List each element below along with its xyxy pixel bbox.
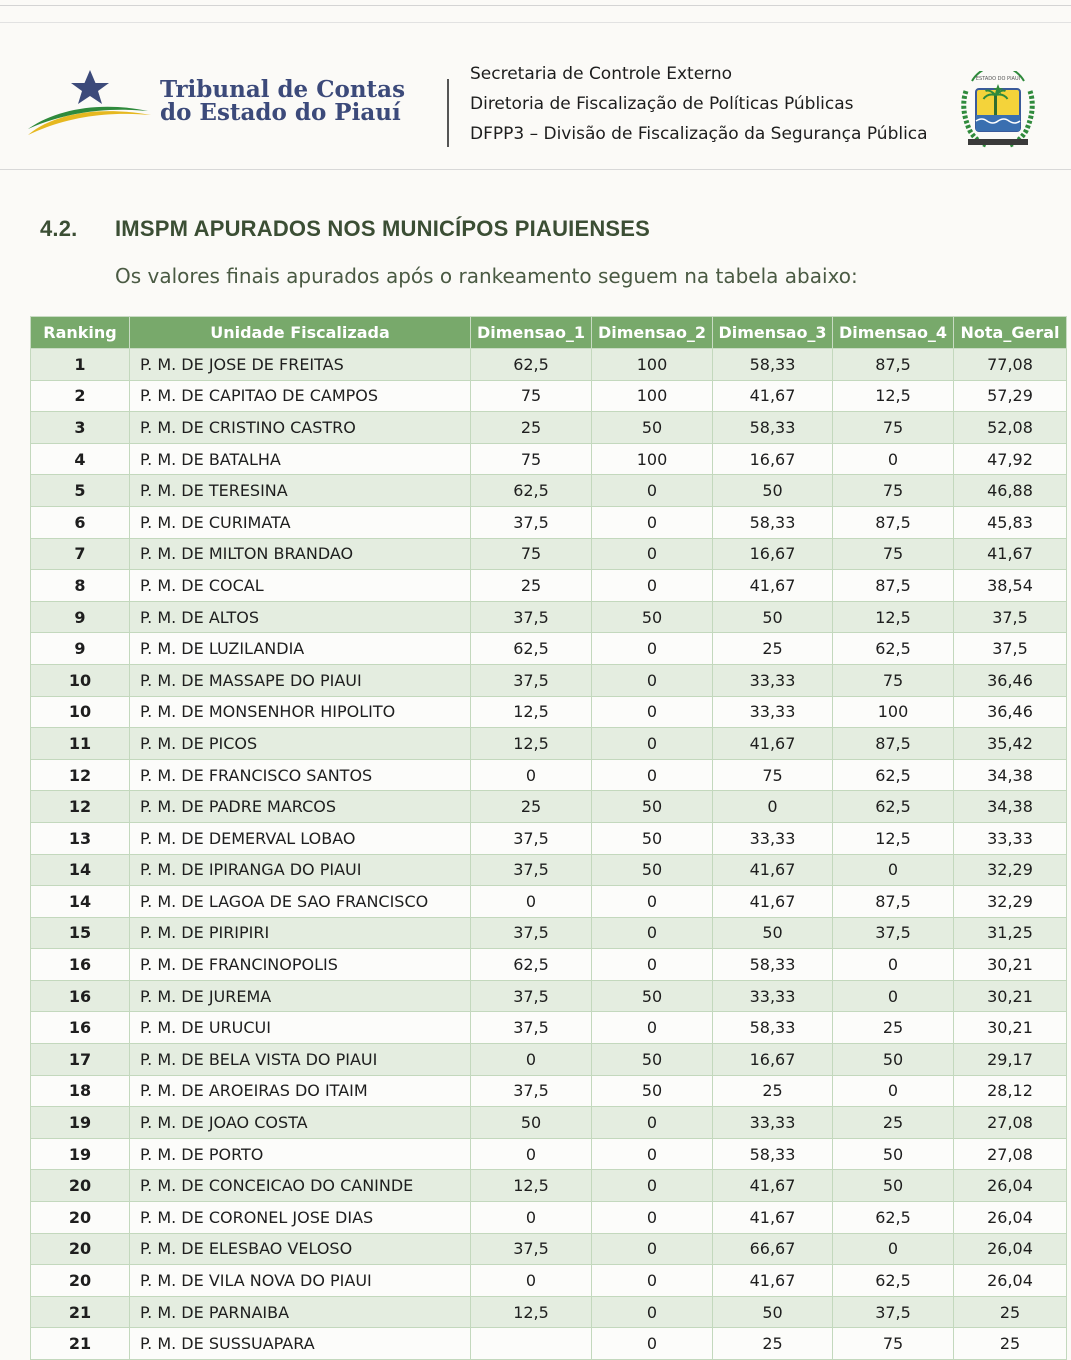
dimensao-4-cell: 37,5	[833, 917, 954, 949]
unit-cell: P. M. DE ELESBAO VELOSO	[130, 1233, 471, 1265]
org-line-diretoria: Diretoria de Fiscalização de Políticas Públicas	[470, 94, 854, 114]
unit-cell: P. M. DE CONCEICAO DO CANINDE	[130, 1170, 471, 1202]
ranking-cell: 20	[31, 1265, 130, 1297]
dimensao-2-cell: 0	[592, 728, 713, 760]
dimensao-2-cell: 0	[592, 696, 713, 728]
table-row	[31, 1328, 1067, 1360]
unit-cell: P. M. DE FRANCINOPOLIS	[130, 949, 471, 981]
dimensao-4-cell: 87,5	[833, 570, 954, 602]
dimensao-3-cell: 25	[713, 633, 833, 665]
dimensao-3-cell: 66,67	[713, 1233, 833, 1265]
dimensao-4-cell: 75	[833, 475, 954, 507]
unit-cell: P. M. DE SUSSUAPARA	[130, 1328, 471, 1360]
nota-geral-cell: 32,29	[954, 854, 1067, 886]
dimensao-2-cell: 0	[592, 1107, 713, 1139]
ranking-cell: 6	[31, 506, 130, 538]
table-row	[31, 412, 1067, 444]
top-rule	[0, 0, 1071, 6]
table-row	[31, 854, 1067, 886]
dimensao-1-cell: 62,5	[471, 949, 592, 981]
dimensao-2-cell: 100	[592, 380, 713, 412]
dimensao-2-cell: 50	[592, 1075, 713, 1107]
ranking-cell: 10	[31, 696, 130, 728]
nota-geral-cell: 33,33	[954, 822, 1067, 854]
dimensao-1-cell: 75	[471, 538, 592, 570]
unit-cell: P. M. DE CRISTINO CASTRO	[130, 412, 471, 444]
dimensao-3-cell: 41,67	[713, 1170, 833, 1202]
dimensao-2-cell: 0	[592, 475, 713, 507]
dimensao-4-cell: 87,5	[833, 886, 954, 918]
table-row	[31, 506, 1067, 538]
dimensao-1-cell: 37,5	[471, 1012, 592, 1044]
dimensao-4-cell: 0	[833, 1233, 954, 1265]
table-row	[31, 664, 1067, 696]
unit-cell: P. M. DE PICOS	[130, 728, 471, 760]
nota-geral-cell: 45,83	[954, 506, 1067, 538]
table-row	[31, 570, 1067, 602]
table-row	[31, 791, 1067, 823]
table-row	[31, 949, 1067, 981]
unit-cell: P. M. DE PADRE MARCOS	[130, 791, 471, 823]
dimensao-4-cell: 12,5	[833, 601, 954, 633]
unit-cell: P. M. DE BELA VISTA DO PIAUI	[130, 1044, 471, 1076]
dimensao-1-cell: 12,5	[471, 728, 592, 760]
nota-geral-cell: 26,04	[954, 1170, 1067, 1202]
dimensao-2-cell: 50	[592, 822, 713, 854]
dimensao-4-cell: 12,5	[833, 822, 954, 854]
organization-lines	[470, 59, 928, 149]
nota-geral-cell: 25	[954, 1328, 1067, 1360]
dimensao-1-cell: 25	[471, 412, 592, 444]
dimensao-4-cell: 25	[833, 1107, 954, 1139]
ranking-table	[30, 316, 1067, 1360]
crest-label: ESTADO DO PIAUÍ	[975, 76, 1021, 82]
dimensao-3-cell: 16,67	[713, 443, 833, 475]
dimensao-1-cell: 62,5	[471, 633, 592, 665]
dimensao-3-cell: 50	[713, 917, 833, 949]
section-heading	[40, 216, 650, 242]
nota-geral-cell: 36,46	[954, 696, 1067, 728]
dimensao-3-cell: 58,33	[713, 1012, 833, 1044]
dimensao-2-cell: 0	[592, 1328, 713, 1360]
table-row	[31, 917, 1067, 949]
unit-cell: P. M. DE DEMERVAL LOBAO	[130, 822, 471, 854]
unit-cell: P. M. DE AROEIRAS DO ITAIM	[130, 1075, 471, 1107]
unit-cell: P. M. DE TERESINA	[130, 475, 471, 507]
dimensao-4-cell: 12,5	[833, 380, 954, 412]
dimensao-2-cell: 0	[592, 1012, 713, 1044]
dimensao-4-cell: 50	[833, 1138, 954, 1170]
dimensao-1-cell: 62,5	[471, 475, 592, 507]
nota-geral-cell: 46,88	[954, 475, 1067, 507]
dimensao-1-cell: 12,5	[471, 1170, 592, 1202]
nota-geral-cell: 27,08	[954, 1138, 1067, 1170]
column-header-unidade: Unidade Fiscalizada	[130, 317, 471, 349]
dimensao-3-cell: 41,67	[713, 570, 833, 602]
dimensao-1-cell: 37,5	[471, 854, 592, 886]
dimensao-1-cell: 75	[471, 443, 592, 475]
unit-cell: P. M. DE JOAO COSTA	[130, 1107, 471, 1139]
dimensao-3-cell: 58,33	[713, 349, 833, 381]
nota-geral-cell: 27,08	[954, 1107, 1067, 1139]
table-row	[31, 759, 1067, 791]
dimensao-4-cell: 0	[833, 949, 954, 981]
tce-logo-icon	[26, 67, 166, 137]
dimensao-3-cell: 58,33	[713, 412, 833, 444]
dimensao-3-cell: 50	[713, 601, 833, 633]
unit-cell: P. M. DE VILA NOVA DO PIAUI	[130, 1265, 471, 1297]
dimensao-1-cell: 62,5	[471, 349, 592, 381]
ranking-cell: 20	[31, 1202, 130, 1234]
ranking-cell: 20	[31, 1170, 130, 1202]
dimensao-3-cell: 58,33	[713, 506, 833, 538]
table-row	[31, 601, 1067, 633]
dimensao-4-cell: 62,5	[833, 633, 954, 665]
section-number: 4.2.	[40, 216, 78, 241]
dimensao-3-cell: 50	[713, 475, 833, 507]
dimensao-4-cell: 50	[833, 1044, 954, 1076]
unit-cell: P. M. DE JUREMA	[130, 980, 471, 1012]
dimensao-4-cell: 62,5	[833, 1202, 954, 1234]
dimensao-1-cell: 0	[471, 1138, 592, 1170]
ranking-cell: 8	[31, 570, 130, 602]
dimensao-2-cell: 50	[592, 980, 713, 1012]
nota-geral-cell: 30,21	[954, 1012, 1067, 1044]
nota-geral-cell: 25	[954, 1296, 1067, 1328]
dimensao-4-cell: 62,5	[833, 759, 954, 791]
dimensao-2-cell: 0	[592, 633, 713, 665]
nota-geral-cell: 29,17	[954, 1044, 1067, 1076]
table-body	[31, 349, 1067, 1360]
dimensao-2-cell: 0	[592, 538, 713, 570]
dimensao-4-cell: 62,5	[833, 791, 954, 823]
dimensao-3-cell: 75	[713, 759, 833, 791]
dimensao-3-cell: 41,67	[713, 886, 833, 918]
dimensao-2-cell: 50	[592, 854, 713, 886]
dimensao-1-cell: 0	[471, 1044, 592, 1076]
dimensao-1-cell: 0	[471, 1265, 592, 1297]
nota-geral-cell: 30,21	[954, 980, 1067, 1012]
dimensao-3-cell: 41,67	[713, 854, 833, 886]
dimensao-4-cell: 75	[833, 412, 954, 444]
table-row	[31, 1107, 1067, 1139]
table-row	[31, 980, 1067, 1012]
unit-cell: P. M. DE PORTO	[130, 1138, 471, 1170]
dimensao-1-cell: 37,5	[471, 917, 592, 949]
dimensao-1-cell: 37,5	[471, 601, 592, 633]
dimensao-4-cell: 87,5	[833, 506, 954, 538]
dimensao-4-cell: 87,5	[833, 728, 954, 760]
unit-cell: P. M. DE JOSE DE FREITAS	[130, 349, 471, 381]
dimensao-1-cell: 37,5	[471, 1075, 592, 1107]
unit-cell: P. M. DE MASSAPE DO PIAUI	[130, 664, 471, 696]
dimensao-3-cell: 16,67	[713, 1044, 833, 1076]
org-line-divisao: DFPP3 – Divisão de Fiscalização da Segurança Pública	[470, 124, 928, 144]
column-header-dimensao-3: Dimensao_3	[713, 317, 833, 349]
table-row	[31, 1138, 1067, 1170]
table-row	[31, 696, 1067, 728]
dimensao-2-cell: 0	[592, 917, 713, 949]
section-intro: Os valores finais apurados após o rankeamento seguem na tabela abaixo:	[115, 264, 858, 288]
table-header-row	[31, 317, 1067, 349]
unit-cell: P. M. DE URUCUI	[130, 1012, 471, 1044]
dimensao-2-cell: 50	[592, 1044, 713, 1076]
ranking-cell: 16	[31, 980, 130, 1012]
table-row	[31, 475, 1067, 507]
table-row	[31, 1170, 1067, 1202]
dimensao-4-cell: 50	[833, 1170, 954, 1202]
logo-line-1: Tribunal de Contas	[160, 76, 406, 103]
ranking-cell: 15	[31, 917, 130, 949]
dimensao-3-cell: 33,33	[713, 1107, 833, 1139]
nota-geral-cell: 38,54	[954, 570, 1067, 602]
dimensao-4-cell: 25	[833, 1012, 954, 1044]
table-row	[31, 538, 1067, 570]
dimensao-1-cell: 50	[471, 1107, 592, 1139]
ranking-cell: 5	[31, 475, 130, 507]
dimensao-2-cell: 0	[592, 1170, 713, 1202]
piaui-crest-icon	[958, 71, 1038, 153]
dimensao-2-cell: 0	[592, 570, 713, 602]
ranking-cell: 12	[31, 791, 130, 823]
dimensao-1-cell: 37,5	[471, 980, 592, 1012]
unit-cell: P. M. DE LAGOA DE SAO FRANCISCO	[130, 886, 471, 918]
ranking-cell: 21	[31, 1328, 130, 1360]
unit-cell: P. M. DE MILTON BRANDAO	[130, 538, 471, 570]
table-row	[31, 349, 1067, 381]
dimensao-4-cell: 37,5	[833, 1296, 954, 1328]
nota-geral-cell: 34,38	[954, 791, 1067, 823]
dimensao-4-cell: 100	[833, 696, 954, 728]
nota-geral-cell: 77,08	[954, 349, 1067, 381]
ranking-cell: 16	[31, 1012, 130, 1044]
ranking-cell: 2	[31, 380, 130, 412]
dimensao-3-cell: 33,33	[713, 822, 833, 854]
ranking-cell: 9	[31, 601, 130, 633]
dimensao-3-cell: 58,33	[713, 949, 833, 981]
dimensao-2-cell: 100	[592, 443, 713, 475]
dimensao-2-cell: 0	[592, 1202, 713, 1234]
ranking-cell: 13	[31, 822, 130, 854]
dimensao-3-cell: 50	[713, 1296, 833, 1328]
nota-geral-cell: 41,67	[954, 538, 1067, 570]
nota-geral-cell: 36,46	[954, 664, 1067, 696]
nota-geral-cell: 52,08	[954, 412, 1067, 444]
dimensao-2-cell: 0	[592, 759, 713, 791]
dimensao-4-cell: 62,5	[833, 1265, 954, 1297]
ranking-cell: 14	[31, 854, 130, 886]
dimensao-3-cell: 25	[713, 1328, 833, 1360]
ranking-cell: 12	[31, 759, 130, 791]
dimensao-2-cell: 0	[592, 1265, 713, 1297]
ranking-cell: 14	[31, 886, 130, 918]
column-header-dimensao-4: Dimensao_4	[833, 317, 954, 349]
ranking-cell: 20	[31, 1233, 130, 1265]
column-header-dimensao-1: Dimensao_1	[471, 317, 592, 349]
nota-geral-cell: 35,42	[954, 728, 1067, 760]
header-divider	[447, 79, 449, 147]
ranking-cell: 19	[31, 1138, 130, 1170]
logo-line-2: do Estado do Piauí	[160, 99, 401, 126]
dimensao-4-cell: 0	[833, 980, 954, 1012]
dimensao-4-cell: 75	[833, 664, 954, 696]
ranking-cell: 21	[31, 1296, 130, 1328]
nota-geral-cell: 31,25	[954, 917, 1067, 949]
ranking-cell: 3	[31, 412, 130, 444]
dimensao-1-cell: 0	[471, 886, 592, 918]
dimensao-3-cell: 41,67	[713, 380, 833, 412]
table-row	[31, 1233, 1067, 1265]
dimensao-1-cell: 75	[471, 380, 592, 412]
dimensao-2-cell: 0	[592, 1138, 713, 1170]
table-row	[31, 728, 1067, 760]
table-row	[31, 633, 1067, 665]
ranking-cell: 9	[31, 633, 130, 665]
tce-logo-text	[160, 78, 405, 124]
table-row	[31, 1265, 1067, 1297]
dimensao-1-cell: 0	[471, 1202, 592, 1234]
column-header-dimensao-2: Dimensao_2	[592, 317, 713, 349]
dimensao-1-cell	[471, 1328, 592, 1360]
ranking-cell: 10	[31, 664, 130, 696]
dimensao-3-cell: 41,67	[713, 1202, 833, 1234]
nota-geral-cell: 47,92	[954, 443, 1067, 475]
unit-cell: P. M. DE BATALHA	[130, 443, 471, 475]
table-row	[31, 886, 1067, 918]
ranking-cell: 19	[31, 1107, 130, 1139]
ranking-cell: 4	[31, 443, 130, 475]
ranking-cell: 7	[31, 538, 130, 570]
unit-cell: P. M. DE CORONEL JOSE DIAS	[130, 1202, 471, 1234]
dimensao-4-cell: 0	[833, 1075, 954, 1107]
dimensao-4-cell: 0	[833, 854, 954, 886]
dimensao-2-cell: 0	[592, 886, 713, 918]
table-row	[31, 822, 1067, 854]
dimensao-3-cell: 16,67	[713, 538, 833, 570]
ranking-cell: 17	[31, 1044, 130, 1076]
unit-cell: P. M. DE MONSENHOR HIPOLITO	[130, 696, 471, 728]
unit-cell: P. M. DE CAPITAO DE CAMPOS	[130, 380, 471, 412]
dimensao-3-cell: 41,67	[713, 1265, 833, 1297]
table-row	[31, 1044, 1067, 1076]
dimensao-1-cell: 37,5	[471, 664, 592, 696]
dimensao-1-cell: 0	[471, 759, 592, 791]
dimensao-3-cell: 25	[713, 1075, 833, 1107]
dimensao-2-cell: 0	[592, 1296, 713, 1328]
unit-cell: P. M. DE PIRIPIRI	[130, 917, 471, 949]
ranking-cell: 16	[31, 949, 130, 981]
dimensao-4-cell: 75	[833, 1328, 954, 1360]
dimensao-3-cell: 41,67	[713, 728, 833, 760]
nota-geral-cell: 28,12	[954, 1075, 1067, 1107]
dimensao-3-cell: 33,33	[713, 980, 833, 1012]
unit-cell: P. M. DE ALTOS	[130, 601, 471, 633]
unit-cell: P. M. DE IPIRANGA DO PIAUI	[130, 854, 471, 886]
ranking-cell: 18	[31, 1075, 130, 1107]
dimensao-2-cell: 0	[592, 949, 713, 981]
dimensao-1-cell: 37,5	[471, 1233, 592, 1265]
dimensao-2-cell: 0	[592, 506, 713, 538]
dimensao-1-cell: 12,5	[471, 1296, 592, 1328]
section-title: IMSPM APURADOS NOS MUNICÍPOS PIAUIENSES	[115, 216, 651, 241]
unit-cell: P. M. DE LUZILANDIA	[130, 633, 471, 665]
dimensao-2-cell: 50	[592, 791, 713, 823]
dimensao-2-cell: 0	[592, 1233, 713, 1265]
nota-geral-cell: 26,04	[954, 1265, 1067, 1297]
column-header-nota-geral: Nota_Geral	[954, 317, 1067, 349]
dimensao-3-cell: 33,33	[713, 696, 833, 728]
unit-cell: P. M. DE PARNAIBA	[130, 1296, 471, 1328]
nota-geral-cell: 30,21	[954, 949, 1067, 981]
document-header	[0, 22, 1071, 170]
dimensao-1-cell: 37,5	[471, 822, 592, 854]
dimensao-1-cell: 25	[471, 791, 592, 823]
dimensao-3-cell: 0	[713, 791, 833, 823]
nota-geral-cell: 26,04	[954, 1202, 1067, 1234]
table-row	[31, 1296, 1067, 1328]
dimensao-1-cell: 25	[471, 570, 592, 602]
dimensao-4-cell: 75	[833, 538, 954, 570]
unit-cell: P. M. DE CURIMATA	[130, 506, 471, 538]
column-header-ranking: Ranking	[31, 317, 130, 349]
dimensao-4-cell: 87,5	[833, 349, 954, 381]
nota-geral-cell: 34,38	[954, 759, 1067, 791]
nota-geral-cell: 37,5	[954, 601, 1067, 633]
dimensao-1-cell: 12,5	[471, 696, 592, 728]
dimensao-2-cell: 100	[592, 349, 713, 381]
ranking-cell: 1	[31, 349, 130, 381]
ranking-cell: 11	[31, 728, 130, 760]
table-row	[31, 1075, 1067, 1107]
unit-cell: P. M. DE COCAL	[130, 570, 471, 602]
org-line-secretaria: Secretaria de Controle Externo	[470, 64, 733, 84]
nota-geral-cell: 26,04	[954, 1233, 1067, 1265]
dimensao-2-cell: 0	[592, 664, 713, 696]
table-row	[31, 380, 1067, 412]
dimensao-3-cell: 33,33	[713, 664, 833, 696]
table-row	[31, 443, 1067, 475]
nota-geral-cell: 37,5	[954, 633, 1067, 665]
dimensao-4-cell: 0	[833, 443, 954, 475]
dimensao-2-cell: 50	[592, 601, 713, 633]
dimensao-3-cell: 58,33	[713, 1138, 833, 1170]
table-row	[31, 1012, 1067, 1044]
table-row	[31, 1202, 1067, 1234]
dimensao-1-cell: 37,5	[471, 506, 592, 538]
unit-cell: P. M. DE FRANCISCO SANTOS	[130, 759, 471, 791]
dimensao-2-cell: 50	[592, 412, 713, 444]
nota-geral-cell: 57,29	[954, 380, 1067, 412]
nota-geral-cell: 32,29	[954, 886, 1067, 918]
